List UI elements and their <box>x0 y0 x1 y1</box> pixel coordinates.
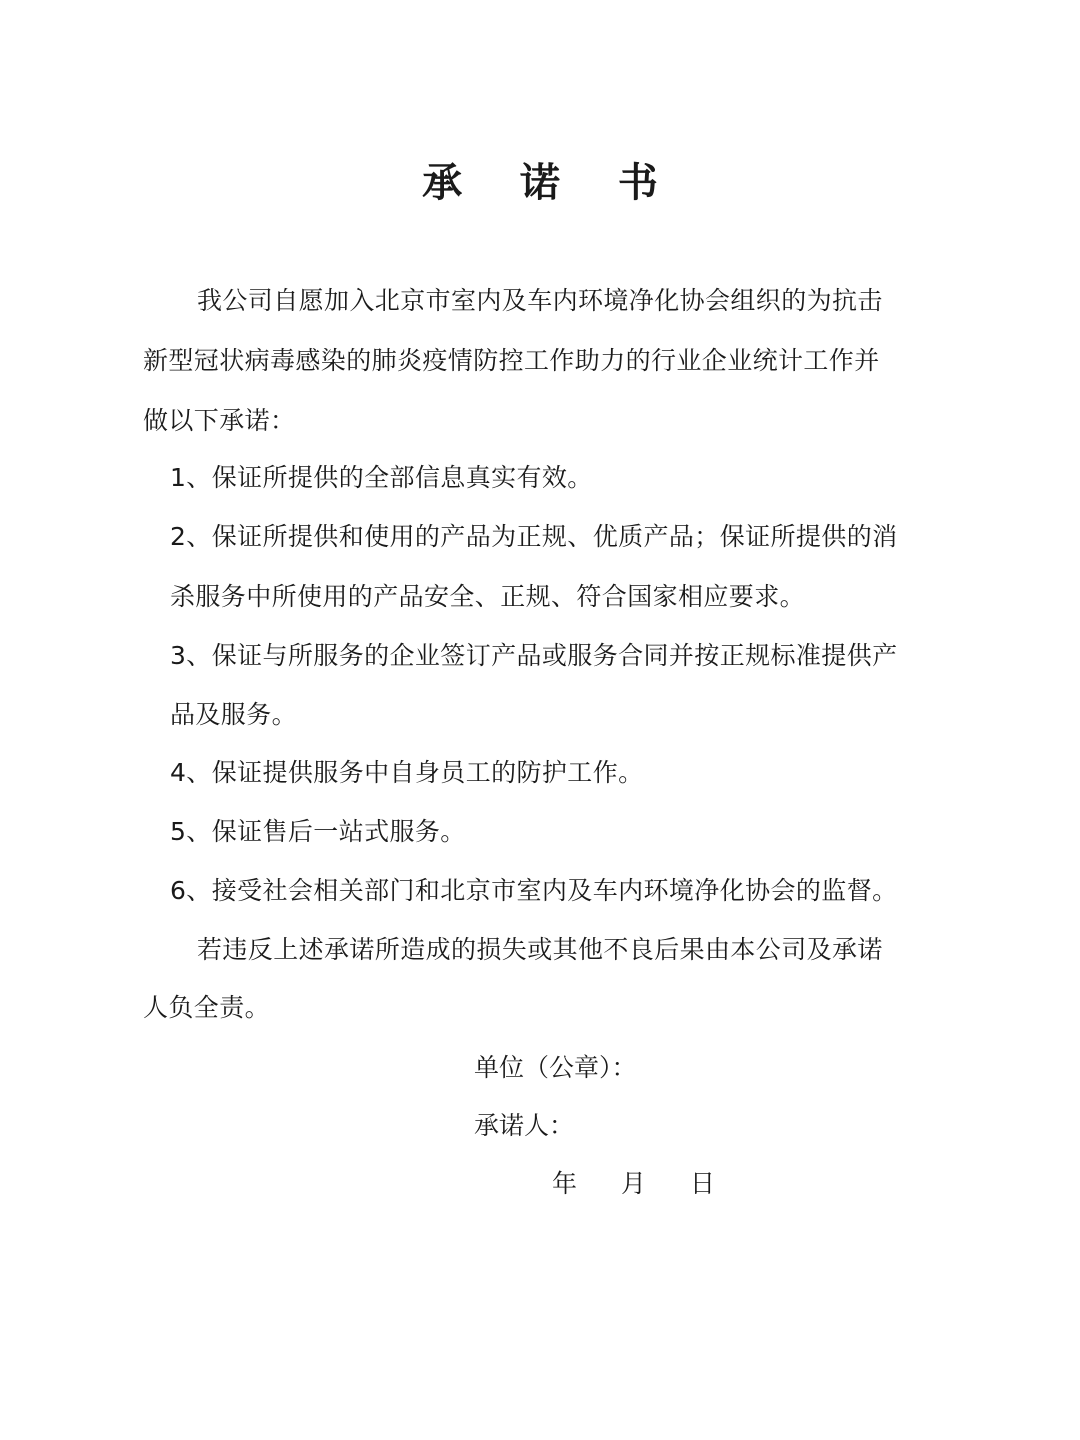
commitment-item-3-line-1: 3、保证与所服务的企业签订产品或服务合同并按正规标准提供产 <box>170 641 898 670</box>
commitment-item-2-line-1: 2、保证所提供和使用的产品为正规、优质产品；保证所提供的消 <box>170 522 898 551</box>
promisor-label: 承诺人： <box>474 1111 575 1140</box>
commitment-item-5: 5、保证售后一站式服务。 <box>170 817 466 846</box>
commitment-item-1: 1、保证所提供的全部信息真实有效。 <box>170 463 593 492</box>
unit-seal-label: 单位（公章）： <box>474 1053 637 1082</box>
commitment-item-3-line-2: 品及服务。 <box>170 700 298 729</box>
closing-line-2: 人负全责。 <box>143 993 271 1022</box>
date-line <box>552 1166 715 1202</box>
commitment-item-2-line-2: 杀服务中所使用的产品安全、正规、符合国家相应要求。 <box>170 582 806 611</box>
date-year-label: 年 <box>552 1169 578 1198</box>
commitment-item-4: 4、保证提供服务中自身员工的防护工作。 <box>170 758 644 787</box>
date-day-label: 日 <box>690 1169 716 1198</box>
intro-line-1: 我公司自愿加入北京市室内及车内环境净化协会组织的为抗击 <box>197 286 883 315</box>
document-title: 承 诺 书 <box>422 160 680 206</box>
date-month-label: 月 <box>621 1169 647 1198</box>
intro-line-3: 做以下承诺： <box>143 406 296 435</box>
closing-line-1: 若违反上述承诺所造成的损失或其他不良后果由本公司及承诺 <box>197 935 883 964</box>
commitment-item-6: 6、接受社会相关部门和北京市室内及车内环境净化协会的监督。 <box>170 876 898 905</box>
intro-line-2: 新型冠状病毒感染的肺炎疫情防控工作助力的行业企业统计工作并 <box>143 346 880 375</box>
